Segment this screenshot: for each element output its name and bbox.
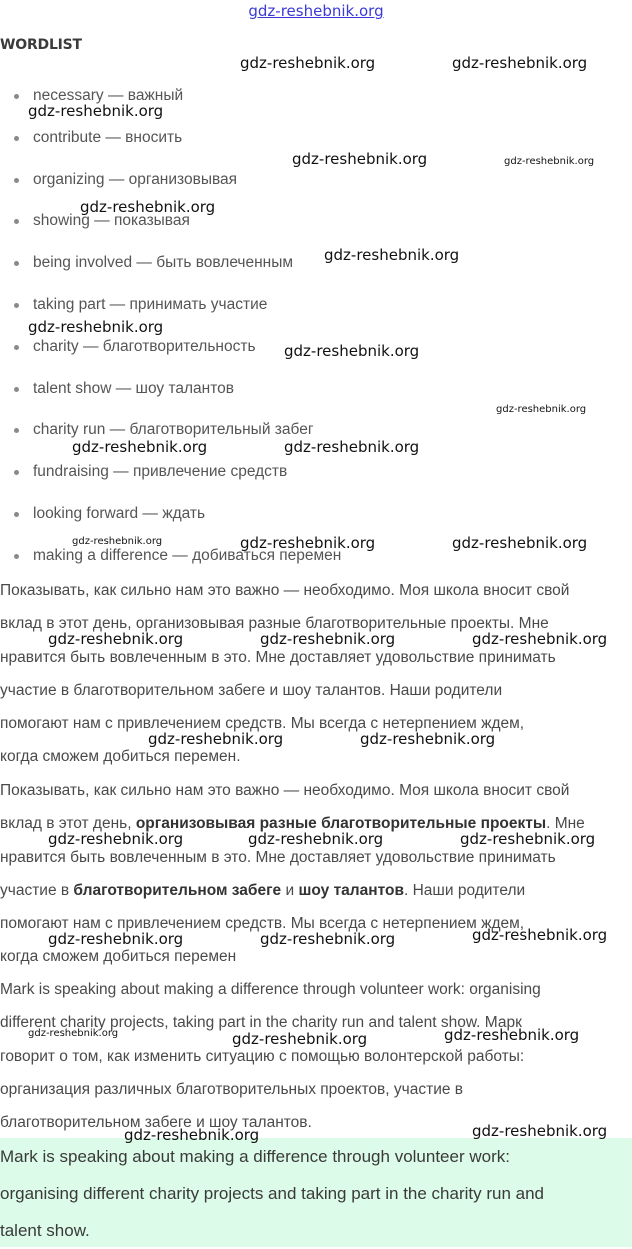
highlighted-phrase: организовывая разные благотворительные проекты bbox=[135, 815, 547, 833]
list-item: charity run — благотворительный забег bbox=[14, 420, 341, 462]
watermark: gdz-reshebnik.org bbox=[240, 534, 376, 552]
highlighted-phrase: благотворительном забеге bbox=[73, 881, 282, 899]
watermark: gdz-reshebnik.org bbox=[28, 1028, 119, 1039]
watermark: gdz-reshebnik.org bbox=[292, 150, 428, 168]
watermark: gdz-reshebnik.org bbox=[360, 730, 496, 748]
list-item: taking part — принимать участие bbox=[14, 295, 341, 337]
text-line: помогают нам с привлечением средств. Мы всегда с нетерпением ждем, bbox=[0, 715, 525, 733]
text-line: different charity projects, taking part in the charity run and talent show. Марк bbox=[0, 1014, 522, 1032]
text-line: говорит о том, как изменить ситуацию с помощью волонтерской работы: bbox=[0, 1047, 525, 1065]
bullet-icon bbox=[14, 470, 19, 475]
watermark: gdz-reshebnik.org bbox=[248, 830, 384, 848]
watermark: gdz-reshebnik.org bbox=[504, 156, 595, 167]
watermark: gdz-reshebnik.org bbox=[48, 930, 184, 948]
bullet-icon bbox=[14, 512, 19, 517]
list-item: being involved — быть вовлеченным bbox=[14, 253, 341, 295]
answer-line: talent show. bbox=[0, 1221, 90, 1240]
text-line: Показывать, как сильно нам это важно — необходимо. Моя школа вносит свой bbox=[0, 782, 570, 799]
bullet-icon bbox=[14, 261, 19, 266]
text-line: участие в благотворительном забеге и шоу талантов. Наши родители bbox=[0, 881, 526, 899]
watermark: gdz-reshebnik.org bbox=[72, 438, 208, 456]
text-line: участие в благотворительном забеге и шоу талантов. Наши родители bbox=[0, 681, 503, 699]
watermark: gdz-reshebnik.org bbox=[28, 318, 164, 336]
bullet-icon bbox=[14, 136, 19, 141]
list-item: making a difference — добиваться перемен bbox=[14, 546, 341, 588]
wordlist-title: WORDLIST bbox=[0, 37, 82, 53]
watermark: gdz-reshebnik.org bbox=[48, 630, 184, 648]
text-line: вклад в этот день, организовывая разные благотворительные проекты. Мне bbox=[0, 815, 585, 833]
watermark: gdz-reshebnik.org bbox=[260, 630, 396, 648]
watermark: gdz-reshebnik.org bbox=[324, 246, 460, 264]
watermark: gdz-reshebnik.org bbox=[240, 54, 376, 72]
answer-line: Mark is speaking about making a difference through volunteer work: bbox=[0, 1147, 510, 1166]
watermark: gdz-reshebnik.org bbox=[460, 830, 596, 848]
text-line: нравится быть вовлеченным в это. Мне доставляет удовольствие принимать bbox=[0, 848, 556, 866]
highlighted-phrase: шоу талантов bbox=[298, 881, 404, 899]
bullet-icon bbox=[14, 428, 19, 433]
watermark: gdz-reshebnik.org bbox=[284, 438, 420, 456]
watermark: gdz-reshebnik.org bbox=[452, 54, 588, 72]
answer-block bbox=[0, 1138, 632, 1247]
bullet-icon bbox=[14, 178, 19, 183]
bullet-icon bbox=[14, 94, 19, 99]
list-item: contribute — вносить bbox=[14, 128, 341, 170]
watermark: gdz-reshebnik.org bbox=[72, 536, 163, 547]
watermark: gdz-reshebnik.org bbox=[444, 1026, 580, 1044]
bullet-icon bbox=[14, 219, 19, 224]
watermark: gdz-reshebnik.org bbox=[232, 1030, 368, 1048]
list-item: organizing — организовывая bbox=[14, 170, 341, 212]
list-item: showing — показывая bbox=[14, 211, 341, 253]
list-item: charity — благотворительность bbox=[14, 337, 341, 379]
watermark: gdz-reshebnik.org bbox=[472, 1122, 608, 1140]
text-line: благотворительном забеге и шоу талантов. bbox=[0, 1114, 312, 1132]
watermark: gdz-reshebnik.org bbox=[496, 404, 587, 415]
watermark: gdz-reshebnik.org bbox=[48, 830, 184, 848]
watermark: gdz-reshebnik.org bbox=[148, 730, 284, 748]
watermark: gdz-reshebnik.org bbox=[260, 930, 396, 948]
bullet-icon bbox=[14, 345, 19, 350]
watermark: gdz-reshebnik.org bbox=[28, 102, 164, 120]
text-line: вклад в этот день, организовывая разные благотворительные проекты. Мне bbox=[0, 615, 549, 633]
text-line: Показывать, как сильно нам это важно — необходимо. Моя школа вносит свой bbox=[0, 582, 570, 599]
summary-paragraph bbox=[0, 973, 632, 1139]
bullet-icon bbox=[14, 554, 19, 559]
watermark: gdz-reshebnik.org bbox=[472, 926, 608, 944]
list-item: looking forward — ждать bbox=[14, 504, 341, 546]
watermark: gdz-reshebnik.org bbox=[124, 1126, 260, 1144]
list-item: fundraising — привлечение средств bbox=[14, 462, 341, 504]
watermark: gdz-reshebnik.org bbox=[472, 630, 608, 648]
text-line: Mark is speaking about making a difference through volunteer work: organising bbox=[0, 981, 541, 998]
text-line: нравится быть вовлеченным в это. Мне доставляет удовольствие принимать bbox=[0, 648, 556, 666]
answer-line: organising different charity projects and taking part in the charity run and bbox=[0, 1184, 544, 1203]
text-line: организация различных благотворительных проектов, участие в bbox=[0, 1080, 464, 1098]
bullet-icon bbox=[14, 303, 19, 308]
bullet-icon bbox=[14, 387, 19, 392]
watermark: gdz-reshebnik.org bbox=[80, 198, 216, 216]
translation-paragraph bbox=[0, 574, 632, 774]
watermark: gdz-reshebnik.org bbox=[452, 534, 588, 552]
text-line: помогают нам с привлечением средств. Мы всегда с нетерпением ждем, bbox=[0, 915, 525, 933]
list-item: talent show — шоу талантов bbox=[14, 379, 341, 421]
list-item: necessary — важный bbox=[14, 86, 341, 128]
site-link[interactable]: gdz-reshebnik.org bbox=[248, 2, 384, 20]
text-line: когда сможем добиться перемен. bbox=[0, 748, 241, 766]
watermark: gdz-reshebnik.org bbox=[284, 342, 420, 360]
text-line: когда сможем добиться перемен bbox=[0, 948, 237, 966]
